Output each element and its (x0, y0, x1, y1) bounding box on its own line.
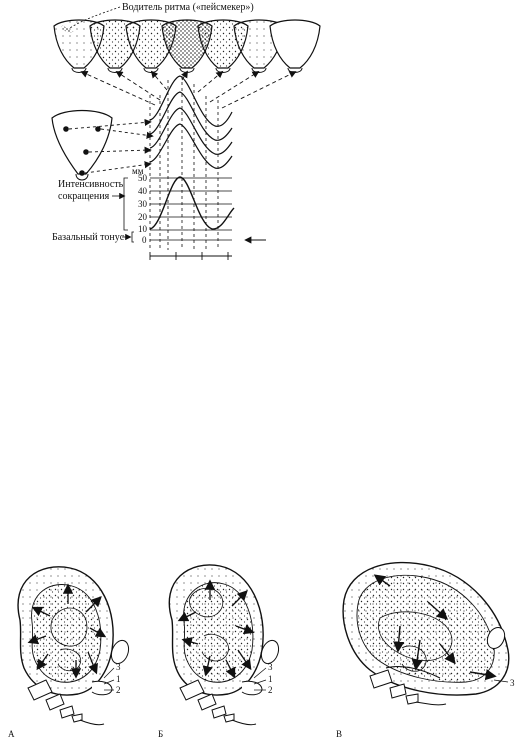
mm-unit-label: мм (132, 166, 144, 176)
label-number: 3 (116, 662, 121, 672)
pacemaker-label: Водитель ритма («пейсмекер») (122, 2, 254, 13)
intensity-label-line1: Интенсивность (58, 179, 124, 190)
label-number: 1 (116, 674, 121, 684)
electrode-point (95, 126, 101, 132)
main-contraction-curve (150, 177, 234, 229)
intensity-label-line2: сокращения (58, 191, 110, 202)
tick-label: 0 (142, 235, 147, 245)
panel-a-letter: А (8, 729, 15, 739)
label-number: 1 (268, 674, 273, 684)
uterus-wave-diagram (52, 2, 320, 260)
basal-tone-label: Базальный тонус (52, 232, 125, 243)
electrode-point (63, 126, 69, 132)
intensity-scale (112, 166, 234, 245)
panel-b-letter: Б (158, 729, 164, 739)
tick-label: 50 (138, 173, 147, 183)
tick-label: 20 (138, 212, 147, 222)
time-axis (150, 252, 232, 260)
electrode-point (83, 149, 89, 155)
panel-b (158, 565, 282, 739)
labor-stages-diagram (8, 563, 515, 739)
label-number: 3 (268, 662, 273, 672)
uterus-silhouettes (54, 20, 320, 73)
uterus-shape-7 (270, 20, 320, 73)
tick-label: 30 (138, 199, 147, 209)
label-number: 2 (116, 685, 121, 695)
panel-a (8, 567, 132, 739)
panel-c (336, 563, 515, 739)
label-number: 2 (268, 685, 273, 695)
intensity-bracket (124, 178, 128, 230)
tick-label: 10 (138, 224, 147, 234)
tick-label: 40 (138, 186, 147, 196)
contraction-waves (150, 76, 232, 168)
electrode-point (79, 170, 85, 176)
panel-c-letter: В (336, 729, 343, 739)
label-number: 3 (510, 678, 515, 688)
